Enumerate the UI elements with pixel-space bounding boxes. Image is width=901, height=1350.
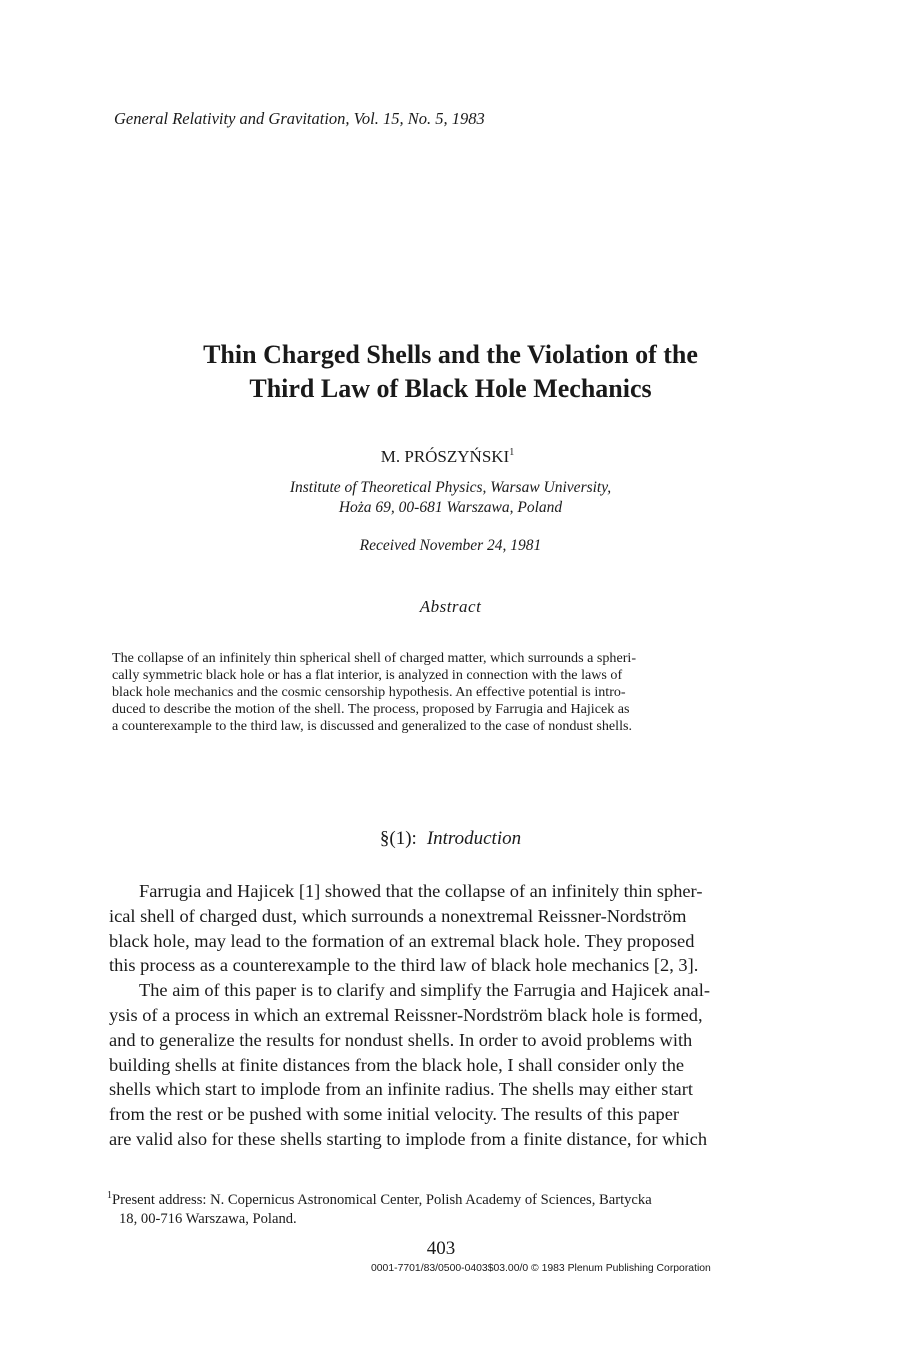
footnote — [107, 1186, 807, 1229]
section-label: §(1): — [379, 828, 417, 849]
body-line: and to generalize the results for nondust shells. In order to avoid problems with — [109, 1029, 693, 1050]
footnote-line-2: 18, 00-716 Warszawa, Poland. — [119, 1211, 297, 1227]
section-title: Introduction — [426, 828, 522, 849]
affiliation-line-2: Hoża 69, 00-681 Warszawa, Poland — [338, 499, 563, 516]
abstract-line: a counterexample to the third law, is discussed and generalized to the case of nondust shells. — [112, 718, 633, 735]
page-number: 403 — [426, 1238, 456, 1259]
abstract-line: black hole mechanics and the cosmic censorship hypothesis. An effective potential is intro- — [112, 684, 626, 701]
journal-citation: General Relativity and Gravitation, Vol. 15, No. 5, 1983 — [114, 109, 485, 128]
copyright-line: 0001-7701/83/0500-0403$03.00/0 © 1983 Plenum Publishing Corporation — [371, 1263, 711, 1274]
body-line: ysis of a process in which an extremal Reissner-Nordström black hole is formed, — [109, 1004, 703, 1025]
body-line: black hole, may lead to the formation of an extremal black hole. They proposed — [109, 930, 695, 951]
body-line: building shells at finite distances from the black hole, I shall consider only the — [109, 1054, 685, 1075]
title-line-2: Third Law of Black Hole Mechanics — [249, 374, 652, 403]
body-line: this process as a counterexample to the third law of black hole mechanics [2, 3]. — [109, 955, 699, 976]
footnote-line-1 — [107, 1186, 807, 1210]
author-footnote-mark: 1 — [509, 447, 515, 458]
author — [0, 447, 895, 467]
affiliation — [0, 478, 901, 518]
footnote-mark: 1 — [107, 1190, 112, 1201]
abstract-line: duced to describe the motion of the shell. The process, proposed by Farrugia and Hajicek as — [112, 701, 630, 718]
body-line: ical shell of charged dust, which surrounds a nonextremal Reissner-Nordström — [109, 905, 687, 926]
title-line-1: Thin Charged Shells and the Violation of the — [203, 340, 698, 369]
body-text — [109, 879, 799, 1152]
body-line: are valid also for these shells starting to implode from a finite distance, for which — [109, 1128, 708, 1149]
section-heading — [0, 828, 901, 850]
author-name: M. PRÓSZYŃSKI — [380, 447, 510, 466]
affiliation-line-1: Institute of Theoretical Physics, Warsaw University, — [289, 479, 612, 496]
body-line: shells which start to implode from an infinite radius. The shells may either start — [109, 1079, 693, 1100]
body-line: The aim of this paper is to clarify and simplify the Farrugia and Hajicek anal- — [139, 980, 710, 1001]
abstract-text — [112, 650, 792, 735]
received-date: Received November 24, 1981 — [359, 537, 542, 554]
abstract-line: The collapse of an infinitely thin spherical shell of charged matter, which surrounds a spheri- — [112, 650, 637, 666]
body-line: from the rest or be pushed with some initial velocity. The results of this paper — [109, 1104, 679, 1125]
abstract-heading: Abstract — [419, 597, 482, 616]
footnote-text: Present address: N. Copernicus Astronomical Center, Polish Academy of Sciences, Bartycka — [112, 1192, 652, 1208]
paper-title — [0, 338, 901, 406]
body-line: Farrugia and Hajicek [1] showed that the collapse of an infinitely thin spher- — [139, 881, 703, 901]
abstract-line: cally symmetric black hole or has a flat interior, is analyzed in connection with the laws of — [112, 667, 623, 684]
